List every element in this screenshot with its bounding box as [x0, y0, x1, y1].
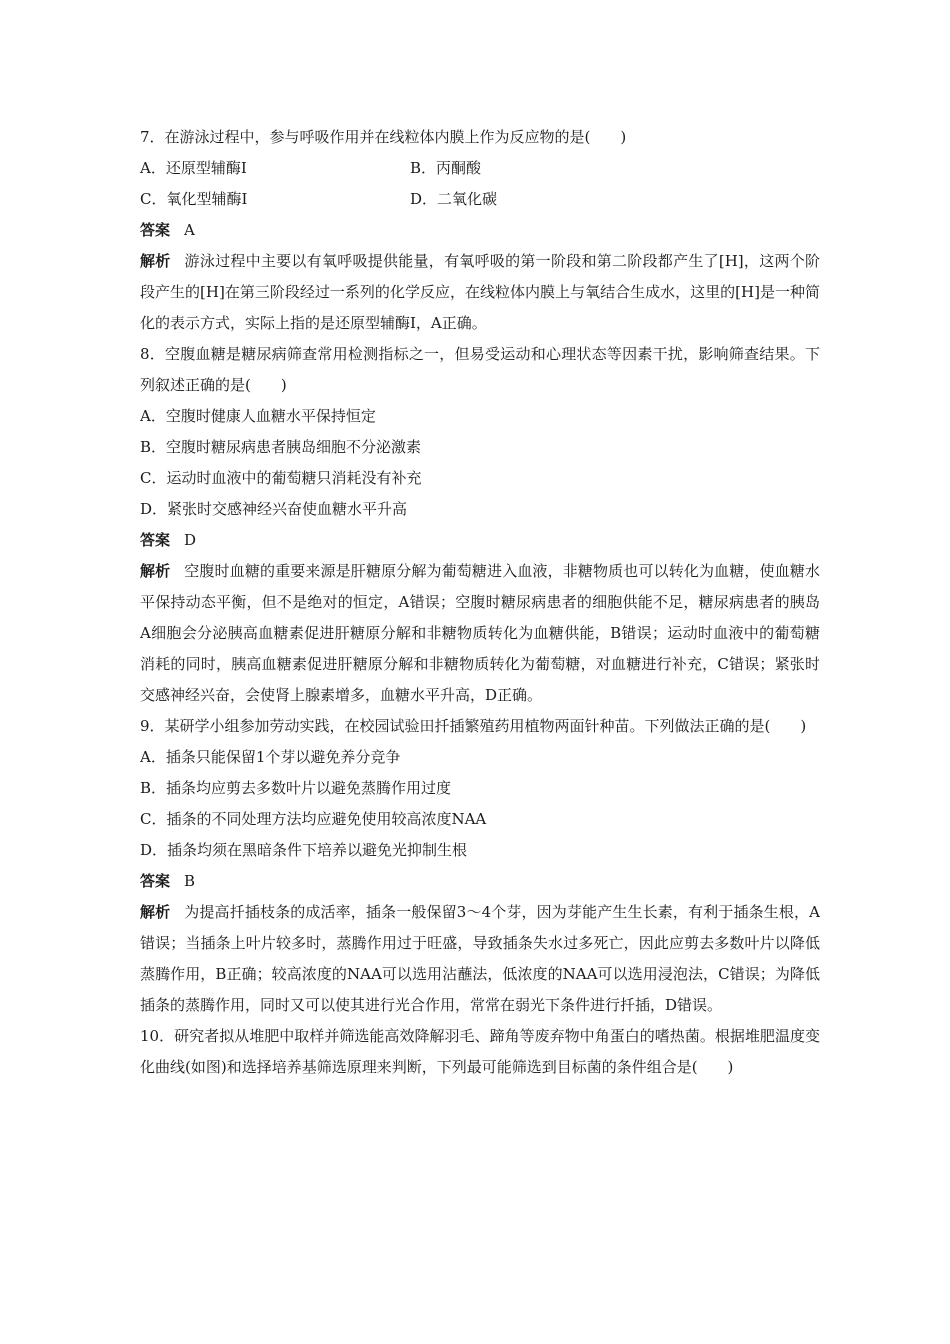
answer-value: B [184, 872, 196, 890]
answer-label: 答案 [140, 221, 171, 239]
option-d: D．紧张时交感神经兴奋使血糖水平升高 [140, 500, 408, 518]
option-d: D．插条均须在黑暗条件下培养以避免光抑制生根 [140, 841, 468, 859]
option-c: C．运动时血液中的葡萄糖只消耗没有补充 [140, 469, 422, 487]
question-7-options-row-2 [140, 184, 820, 215]
question-7-analysis [140, 246, 820, 339]
question-9-answer [140, 866, 820, 897]
analysis-text: 空腹时血糖的重要来源是肝糖原分解为葡萄糖进入血液，非糖物质也可以转化为血糖，使血糖水平保持动态平衡，但不是绝对的恒定，A错误；空腹时糖尿病患者的细胞供能不足，糖尿病患者的胰岛A细胞会分泌胰高血糖素促进肝糖原分解和非糖物质转化为血糖供能，B错误；运动时血液中的葡萄糖消耗的同时，胰高血糖素促进肝糖原分解和非糖物质转化为葡萄糖，对血糖进行补充，C错误；紧张时交感神经兴奋，会使肾上腺素增多，血糖水平升高，D正确。 [140, 562, 820, 704]
option-c: C．氧化型辅酶Ⅰ [140, 190, 248, 208]
option-c: C．插条的不同处理方法均应避免使用较高浓度NAA [140, 810, 487, 828]
option-a: A．空腹时健康人血糖水平保持恒定 [140, 407, 376, 425]
option-a: A．还原型辅酶Ⅰ [140, 159, 247, 177]
question-7-answer [140, 215, 820, 246]
analysis-text: 为提高扦插枝条的成活率，插条一般保留3～4个芽，因为芽能产生生长素，有利于插条生根，A错误；当插条上叶片较多时，蒸腾作用过于旺盛，导致插条失水过多死亡，因此应剪去多数叶片以降低蒸腾作用，B正确；较高浓度的NAA可以选用沾蘸法，低浓度的NAA可以选用浸泡法，C错误；为降低插条的蒸腾作用，同时又可以使其进行光合作用，常常在弱光下条件进行扦插，D错误。 [140, 903, 820, 1014]
answer-value: D [184, 531, 197, 549]
question-9-stem: 9．某研学小组参加劳动实践，在校园试验田扦插繁殖药用植物两面针种苗。下列做法正确的是( ) [140, 717, 807, 735]
analysis-text: 游泳过程中主要以有氧呼吸提供能量，有氧呼吸的第一阶段和第二阶段都产生了[H]，这两个阶段产生的[H]在第三阶段经过一系列的化学反应，在线粒体内膜上与氧结合生成水，这里的[H]是一种简化的表示方式，实际上指的是还原型辅酶Ⅰ，A正确。 [140, 252, 820, 332]
analysis-label: 解析 [140, 252, 171, 270]
question-8-analysis [140, 556, 820, 711]
option-b: B．空腹时糖尿病患者胰岛细胞不分泌激素 [140, 438, 422, 456]
question-7-stem: 7．在游泳过程中，参与呼吸作用并在线粒体内膜上作为反应物的是( ) [140, 128, 627, 146]
option-b: B．丙酮酸 [410, 159, 482, 177]
question-8-answer [140, 525, 820, 556]
option-a: A．插条只能保留1个芽以避免养分竞争 [140, 748, 401, 766]
answer-label: 答案 [140, 872, 171, 890]
document-page [140, 122, 820, 1083]
question-8-stem: 8．空腹血糖是糖尿病筛查常用检测指标之一，但易受运动和心理状态等因素干扰，影响筛查结果。下列叙述正确的是( ) [140, 345, 820, 394]
option-d: D．二氧化碳 [410, 190, 498, 208]
question-10-stem: 10．研究者拟从堆肥中取样并筛选能高效降解羽毛、蹄角等废弃物中角蛋白的嗜热菌。根据堆肥温度变化曲线(如图)和选择培养基筛选原理来判断，下列最可能筛选到目标菌的条件组合是( ) [140, 1027, 820, 1076]
analysis-label: 解析 [140, 562, 171, 580]
analysis-label: 解析 [140, 903, 171, 921]
option-b: B．插条均应剪去多数叶片以避免蒸腾作用过度 [140, 779, 452, 797]
question-7-options-row-1 [140, 153, 820, 184]
answer-value: A [184, 221, 195, 239]
question-9-analysis [140, 897, 820, 1021]
answer-label: 答案 [140, 531, 171, 549]
